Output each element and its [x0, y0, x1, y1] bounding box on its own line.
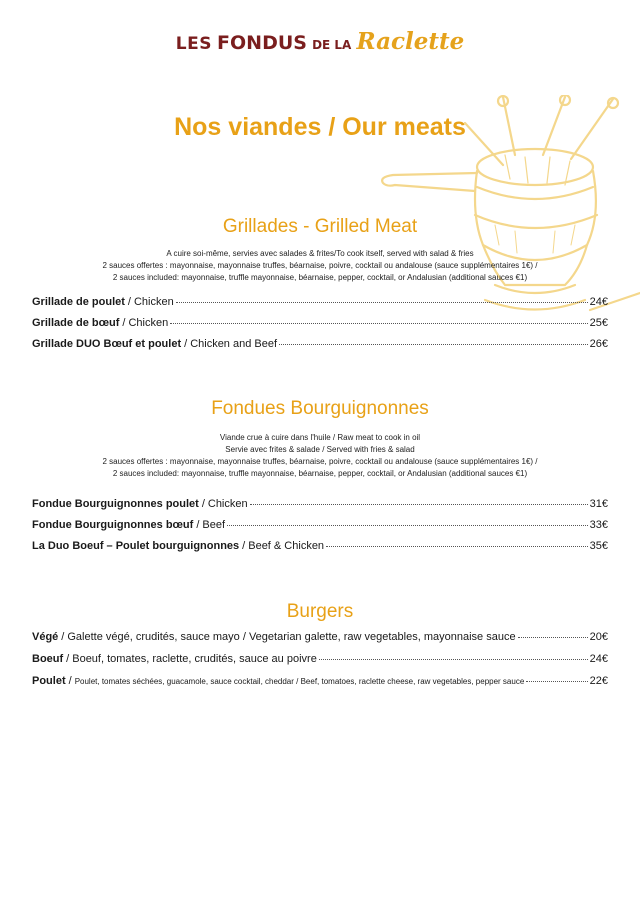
menu-item-fondue-poulet: Fondue Bourguignonnes poulet / Chicken 31€: [32, 498, 608, 510]
dot-leader: [518, 637, 588, 638]
item-name: Fondue Bourguignonnes poulet: [32, 498, 199, 510]
item-price: 35€: [589, 540, 608, 552]
menu-item-burger-poulet: Poulet / Poulet, tomates séchées, guacamole, sauce cocktail, cheddar / Beef, tomatoes, raclette cheese, raw vegetables, pepper sauce 22€: [32, 675, 608, 687]
brand-logo: [0, 28, 640, 55]
item-price: 25€: [589, 317, 608, 329]
item-name: Grillade DUO Bœuf et poulet: [32, 338, 182, 350]
item-price: 33€: [589, 519, 608, 531]
dot-leader: [319, 659, 588, 660]
section-description-grillades: [0, 248, 640, 284]
item-subtitle: Poulet, tomates séchées, guacamole, sauce cocktail, cheddar / Beef, tomatoes, raclette cheese, raw vegetables, pepper sauce: [74, 677, 525, 686]
item-name: Boeuf: [32, 653, 64, 665]
logo-word-raclette: Raclette: [356, 28, 465, 55]
description-line: 2 sauces included: mayonnaise, truffle mayonnaise, béarnaise, pepper, cocktail, or Andalusian (additional sauces €1): [112, 469, 528, 478]
logo-word-fondus: FONDUS: [217, 32, 307, 54]
item-subtitle: Beef: [202, 519, 226, 531]
item-price: 26€: [589, 338, 608, 350]
dot-leader: [170, 323, 587, 324]
item-name: Grillade de bœuf: [32, 317, 120, 329]
page-title: Nos viandes / Our meats: [174, 113, 466, 141]
dot-leader: [227, 525, 588, 526]
item-subtitle: Chicken: [207, 498, 248, 510]
menu-item-grillade-duo: Grillade DUO Bœuf et poulet / Chicken and Beef 26€: [32, 338, 608, 350]
item-name: La Duo Boeuf – Poulet bourguignonnes: [32, 540, 240, 552]
description-line: Servie avec frites & salade / Served with fries & salad: [225, 445, 415, 454]
item-subtitle: Chicken and Beef: [190, 338, 278, 350]
description-line: 2 sauces included: mayonnaise, truffle mayonnaise, béarnaise, pepper, cocktail, or Andalusian (additional sauces €1): [112, 273, 528, 282]
item-subtitle: Chicken: [128, 317, 169, 329]
item-price: 31€: [589, 498, 608, 510]
description-line: 2 sauces offertes : mayonnaise, mayonnaise truffes, béarnaise, poivre, cocktail ou andalouse (sauce supplémentaires 1€) /: [102, 457, 538, 466]
item-subtitle: Boeuf, tomates, raclette, crudités, sauce au poivre: [72, 653, 317, 665]
menu-item-grillade-boeuf: Grillade de bœuf / Chicken 25€: [32, 317, 608, 329]
item-name: Végé: [32, 631, 59, 643]
item-subtitle: Galette végé, crudités, sauce mayo / Vegetarian galette, raw vegetables, mayonnaise sauce: [67, 631, 516, 643]
dot-leader: [250, 504, 588, 505]
item-name: Grillade de poulet: [32, 296, 125, 308]
section-title-burgers: Burgers: [286, 601, 354, 622]
logo-word-de-la: DE LA: [312, 38, 352, 52]
item-name: Fondue Bourguignonnes bœuf: [32, 519, 194, 531]
dot-leader: [526, 681, 587, 682]
description-line: A cuire soi-même, servies avec salades & frites/To cook itself, served with salad & fries: [166, 249, 474, 258]
item-price: 24€: [589, 296, 608, 308]
description-line: Viande crue à cuire dans l'huile / Raw meat to cook in oil: [219, 433, 421, 442]
menu-item-burger-boeuf: Boeuf / Boeuf, tomates, raclette, crudités, sauce au poivre 24€: [32, 653, 608, 665]
item-name: Poulet: [32, 675, 66, 687]
item-price: 24€: [589, 653, 608, 665]
menu-item-fondue-boeuf: Fondue Bourguignonnes bœuf / Beef 33€: [32, 519, 608, 531]
description-line: 2 sauces offertes : mayonnaise, mayonnaise truffes, béarnaise, poivre, cocktail ou andalouse (sauce supplémentaires 1€) /: [102, 261, 538, 270]
dot-leader: [326, 546, 588, 547]
menu-item-fondue-duo: La Duo Boeuf – Poulet bourguignonnes / Beef & Chicken 35€: [32, 540, 608, 552]
menu-item-burger-vege: Végé / Galette végé, crudités, sauce mayo / Vegetarian galette, raw vegetables, mayonnaise sauce 20€: [32, 631, 608, 643]
item-subtitle: Beef & Chicken: [248, 540, 325, 552]
item-subtitle: Chicken: [133, 296, 174, 308]
section-description-fondues: [0, 432, 640, 480]
menu-item-grillade-poulet: Grillade de poulet / Chicken 24€: [32, 296, 608, 308]
item-price: 20€: [589, 631, 608, 643]
item-price: 22€: [589, 675, 608, 687]
dot-leader: [279, 344, 588, 345]
section-title-fondues: Fondues Bourguignonnes: [211, 398, 429, 419]
logo-word-les: LES: [175, 34, 212, 54]
dot-leader: [176, 302, 588, 303]
section-title-grillades: Grillades - Grilled Meat: [222, 216, 418, 237]
